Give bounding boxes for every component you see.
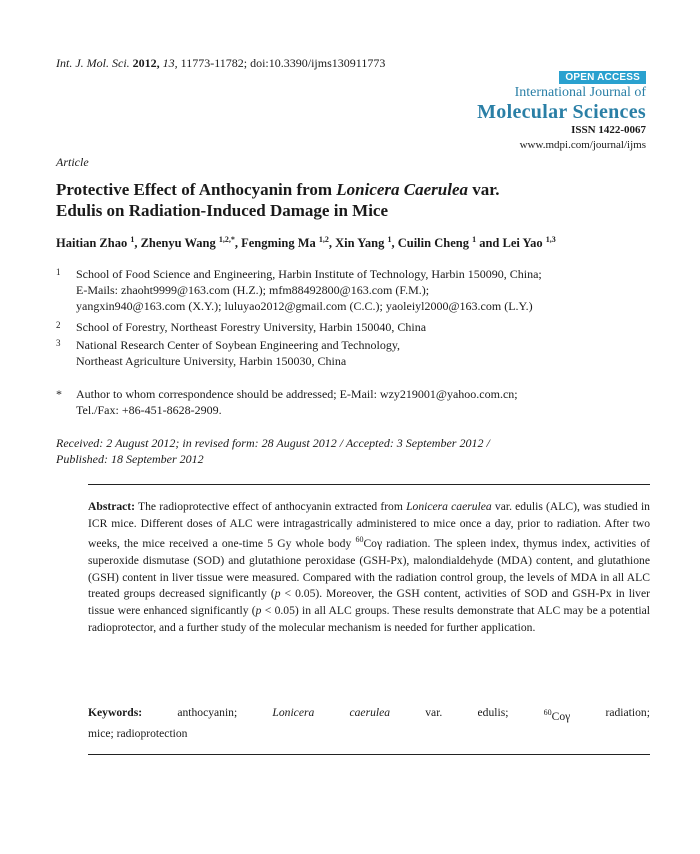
paper-title: Protective Effect of Anthocyanin from Lonicera Caerulea var. Edulis on Radiation-Induced Damage in Mice (56, 180, 500, 220)
citation-volume: 13, (162, 56, 178, 70)
author: Lei Yao (502, 236, 543, 251)
correspondence: * Author to whom correspondence should be addressed; E-Mail: wzy219001@yahoo.com.cn; Tel./Fax: +86-451-8628-2909. (56, 387, 518, 417)
issn: ISSN 1422-0067 (571, 124, 646, 136)
journal-name-line2: Molecular Sciences (477, 101, 646, 123)
citation-line (56, 56, 385, 71)
citation-year: 2012, (132, 56, 160, 70)
affiliation-1: 1 School of Food Science and Engineering, Harbin Institute of Technology, Harbin 150090, China; E-Mails: zhaoht9999@163.com (H.Z.); mfm88492800@163.com (F.M.); yangxin940@163.com (X.Y.); luluyao2012@gmail.com (C.C.); yaoleiyl2000@163.com (L.Y.) (56, 267, 542, 313)
journal-name-line1: International Journal of (514, 85, 646, 100)
divider-top (88, 484, 650, 485)
article-type: Article (56, 155, 89, 169)
author: Fengming Ma (241, 236, 316, 251)
author-list: Haitian Zhao $^1$, Zhenyu Wang $^{1,2,*}$, Fengming Ma $^{1,2}$, Xin Yang $^1$, Cuilin Cheng $^1$ and Lei Yao $^{1,3}$ (56, 235, 556, 251)
author: Cuilin Cheng (397, 236, 469, 251)
author: Xin Yang (335, 236, 385, 251)
author: Zhenyu Wang (140, 236, 216, 251)
abstract: Abstract: The radioprotective effect of anthocyanin extracted from Lonicera caerulea var. edulis (ALC), was studied in ICR mice. Different doses of ALC were intragastrically administered to mice once a day, prior to radiation. After two weeks, the mice received a one-time 5 Gy whole body $^{60}$Coγ radiation. The spleen index, thymus index, activities of superoxide dismutase (SOD) and glutathione peroxidase (GSH-Px), malondialdehyde (MDA) content, and glutathione (GSH) content in liver tissue were measured. Compared with the radiation control group, the levels of MDA in all ALC treated groups decreased significantly (p < 0.05). Moreover, the GSH content, activities of SOD and GSH-Px in liver tissue were enhanced significantly (p < 0.05) in all ALC groups. These results demonstrate that ALC may be a potential radioprotector, and a further study of the molecular mechanism is needed for further application. (88, 500, 650, 634)
citation-journal: Int. J. Mol. Sci. (56, 56, 130, 70)
publication-dates: Received: 2 August 2012; in revised form: 28 August 2012 / Accepted: 3 September 2012 / Published: 18 September 2012 (56, 436, 490, 466)
keywords: Keywords: anthocyanin; Lonicera caerulea var. edulis; $^{60}$Coγ radiation; mice; radioprotection (88, 706, 650, 740)
affiliation-2: 2 School of Forestry, Northeast Forestry University, Harbin 150040, China (56, 320, 427, 334)
citation-doi: 11773-11782; doi:10.3390/ijms130911773 (180, 56, 386, 70)
divider-bottom (88, 754, 650, 755)
affiliation-3: 3 National Research Center of Soybean Engineering and Technology, Northeast Agriculture University, Harbin 150030, China (56, 338, 401, 368)
open-access-badge: OPEN ACCESS (559, 71, 646, 84)
journal-url[interactable]: www.mdpi.com/journal/ijms (519, 139, 646, 151)
author: Haitian Zhao (56, 236, 128, 251)
